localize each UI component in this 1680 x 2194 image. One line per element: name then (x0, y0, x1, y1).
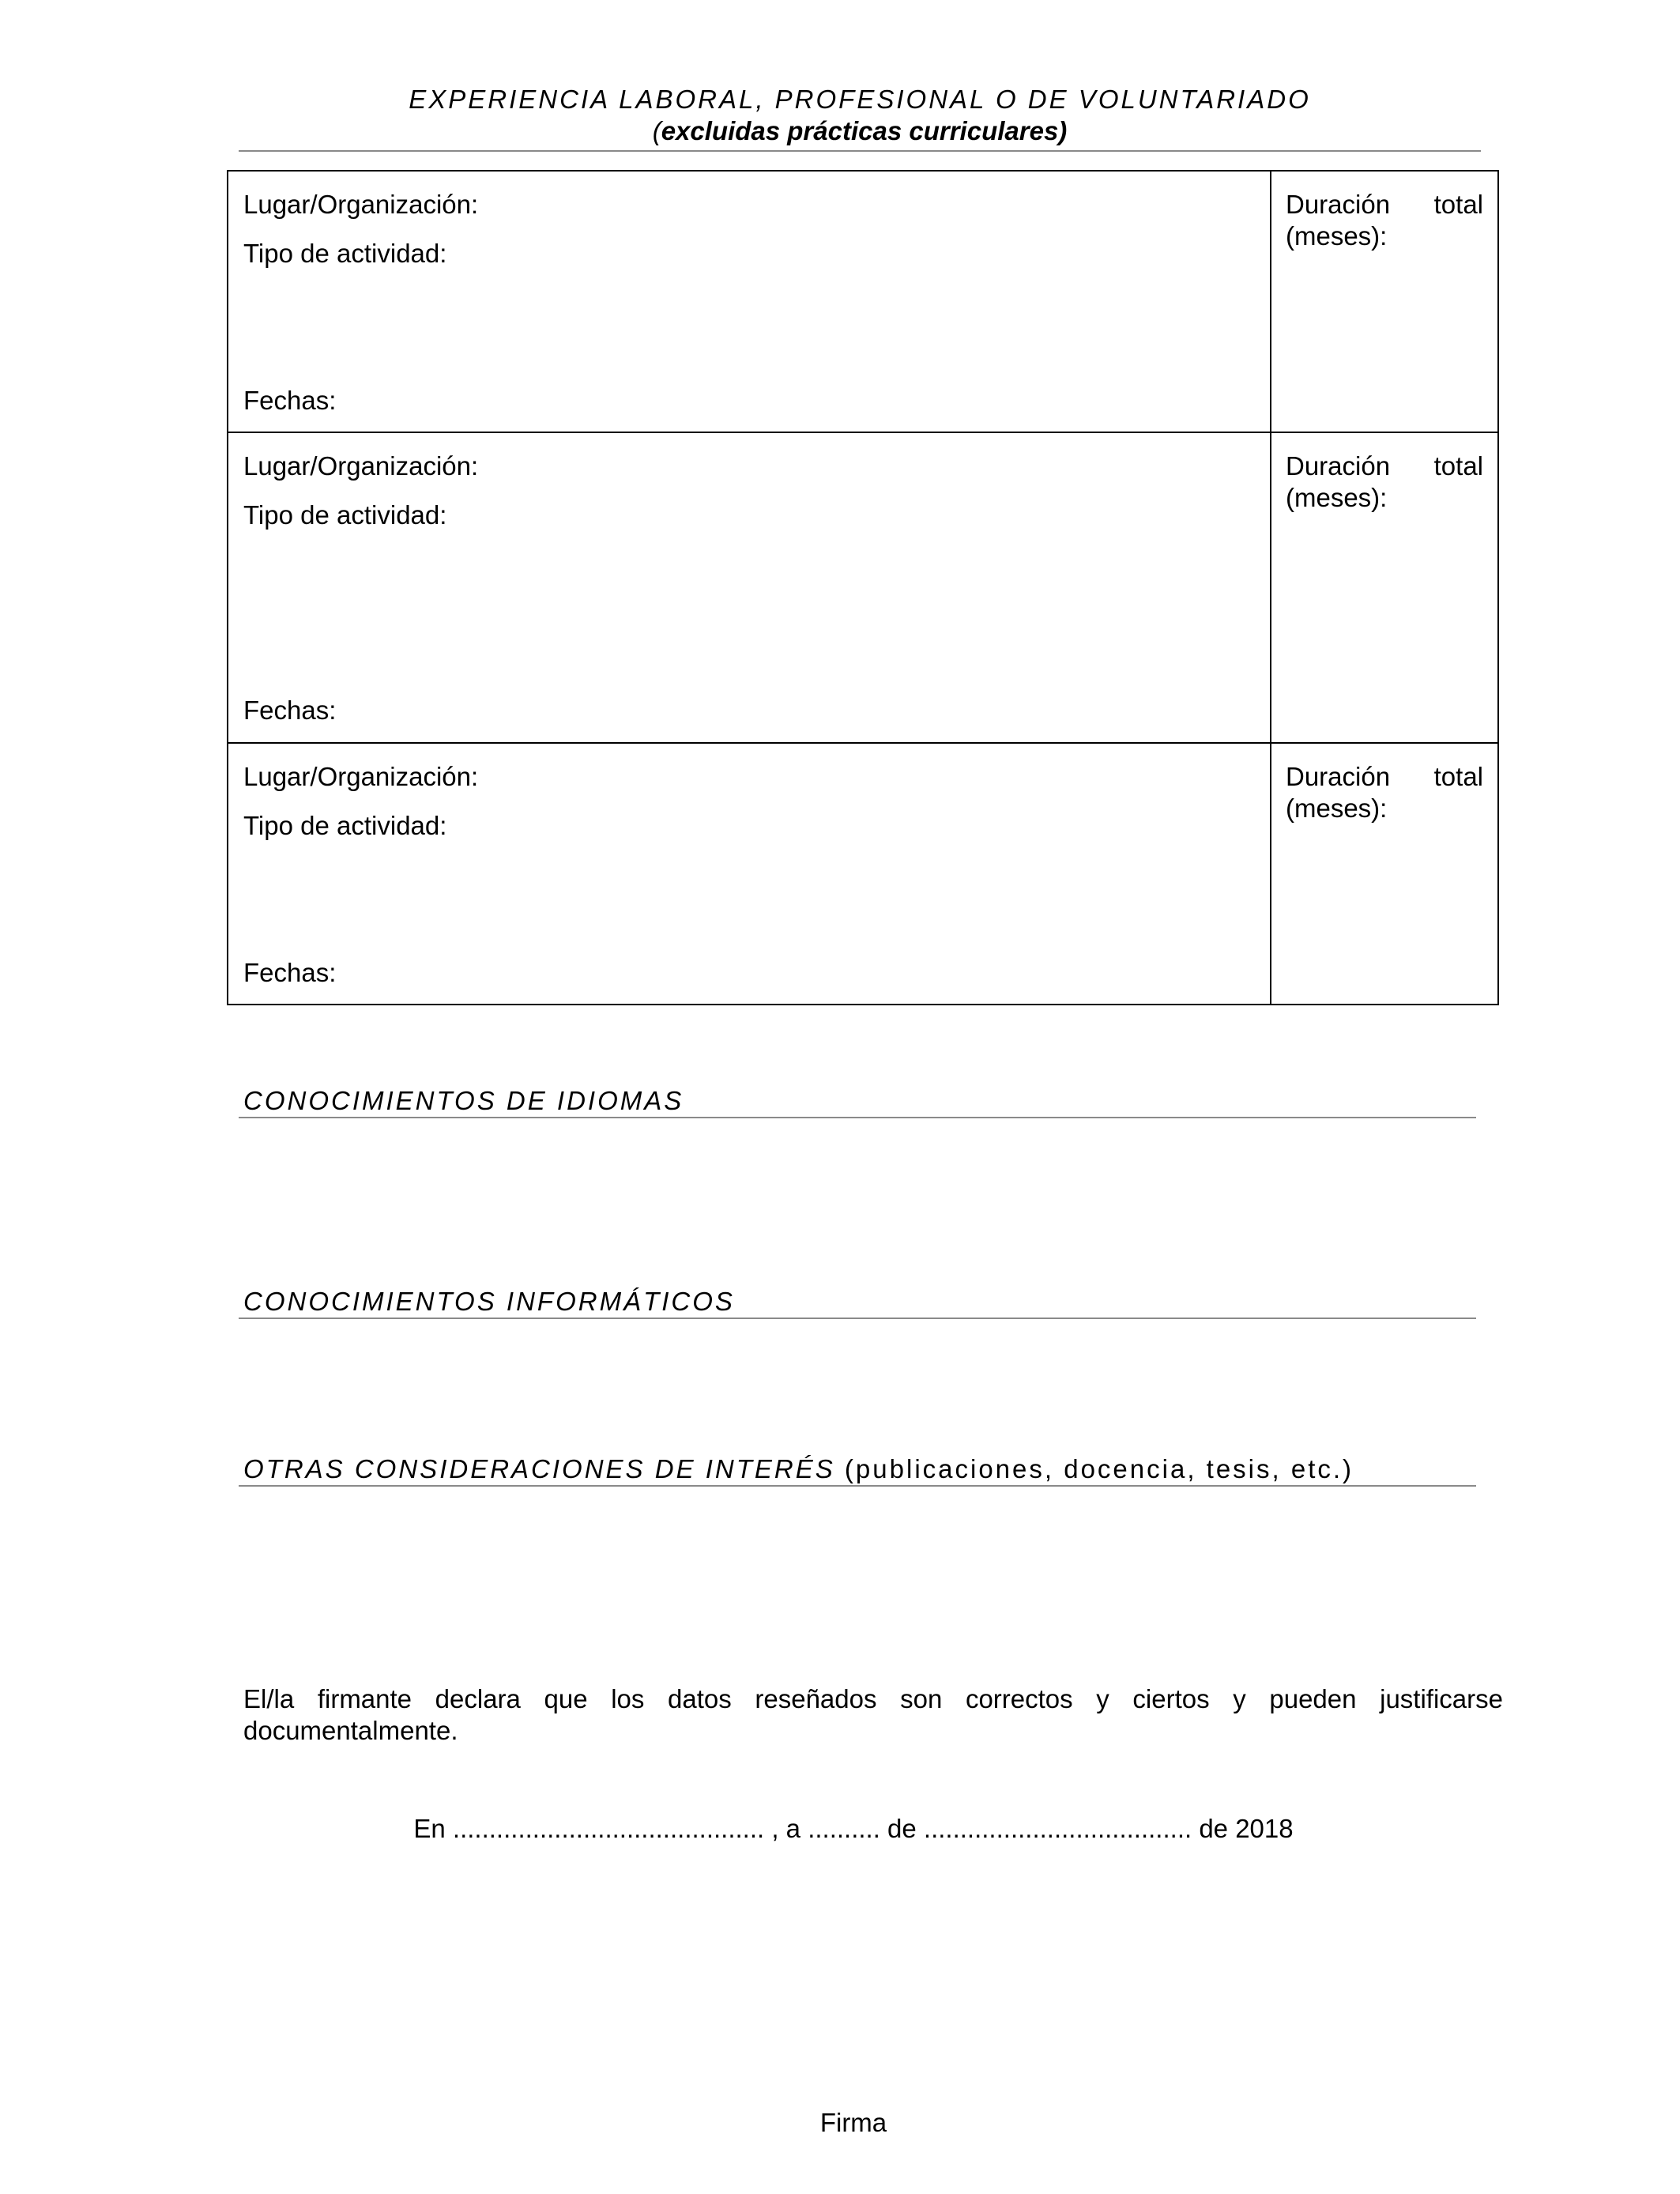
page-title: EXPERIENCIA LABORAL, PROFESIONAL O DE VOLUNTARIADO (409, 85, 1311, 114)
experience-row-1 (228, 171, 1498, 432)
signature-label: Firma (819, 2108, 887, 2137)
section-idiomas (239, 1085, 1476, 1118)
duration-cell[interactable] (1271, 171, 1498, 432)
total-word: total (1433, 762, 1483, 791)
header-divider (239, 150, 1481, 152)
tipo-label: Tipo de actividad: (243, 500, 447, 530)
place-date-line: En ........................................... , a .......... de ..................................... de 2018 (413, 1814, 1294, 1843)
fechas-label: Fechas: (243, 958, 337, 987)
experience-row-3 (228, 743, 1498, 1005)
section-informaticos-title: CONOCIMIENTOS INFORMÁTICOS (243, 1287, 735, 1316)
section-otras-title: OTRAS CONSIDERACIONES DE INTERÉS (243, 1454, 835, 1483)
lugar-label: Lugar/Organización: (243, 762, 479, 791)
duration-word: Duración (1286, 451, 1391, 481)
duration-label (1286, 761, 1483, 824)
section-otras-note: (publicaciones, docencia, tesis, etc.) (834, 1454, 1354, 1483)
experience-row-2 (228, 432, 1498, 743)
experience-details-cell[interactable] (228, 432, 1271, 743)
duration-unit: (meses): (1286, 483, 1388, 512)
tipo-label: Tipo de actividad: (243, 239, 447, 268)
duration-unit: (meses): (1286, 221, 1388, 251)
total-word: total (1433, 451, 1483, 481)
experience-table (227, 170, 1499, 1005)
duration-word: Duración (1286, 190, 1391, 219)
lugar-label: Lugar/Organización: (243, 190, 479, 219)
duration-word: Duración (1286, 762, 1391, 791)
fechas-label: Fechas: (243, 386, 337, 415)
duration-cell[interactable] (1271, 432, 1498, 743)
page-header (239, 84, 1481, 147)
total-word: total (1433, 190, 1483, 219)
tipo-label: Tipo de actividad: (243, 811, 447, 840)
experience-details-cell[interactable] (228, 171, 1271, 432)
page-subtitle (239, 115, 1481, 147)
section-idiomas-title: CONOCIMIENTOS DE IDIOMAS (243, 1086, 684, 1115)
experience-details-cell[interactable] (228, 743, 1271, 1005)
section-informaticos (239, 1286, 1476, 1319)
duration-label (1286, 450, 1483, 514)
declaration-text: El/la firmante declara que los datos reseñados son correctos y ciertos y pueden justificarse documentalmente. (243, 1684, 1503, 1745)
duration-label (1286, 189, 1483, 252)
duration-cell[interactable] (1271, 743, 1498, 1005)
subtitle-open-paren: ( (652, 116, 661, 145)
fechas-label: Fechas: (243, 696, 337, 725)
duration-unit: (meses): (1286, 794, 1388, 823)
section-otras (239, 1453, 1476, 1487)
lugar-label: Lugar/Organización: (243, 451, 479, 481)
subtitle-bold-text: excluidas prácticas curriculares) (661, 116, 1068, 145)
